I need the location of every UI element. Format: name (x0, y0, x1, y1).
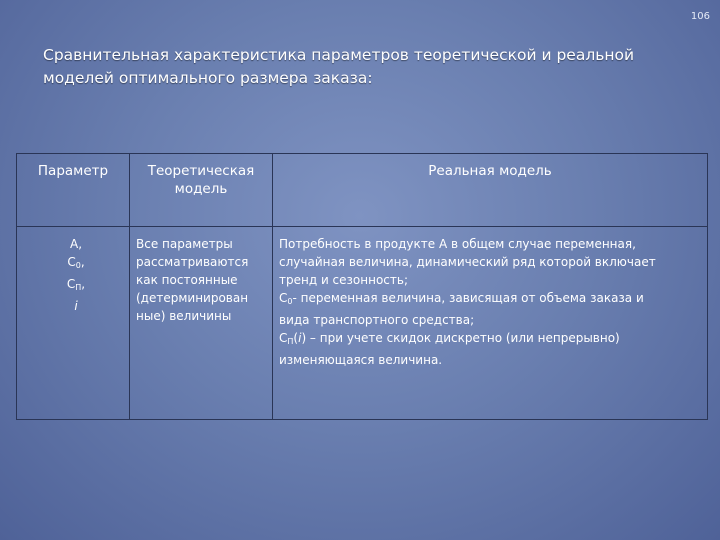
title-line-2: моделей оптимального размера заказа: (43, 69, 373, 87)
real-line-2: случайная величина, динамический ряд которой включает (279, 255, 656, 269)
theoretical-line-4: (детерминирован (136, 291, 249, 305)
header-theoretical-line-1: Теоретическая (147, 163, 255, 179)
page-number: 106 (690, 11, 710, 22)
real-cp-sub: П (287, 337, 294, 346)
param-i: i (74, 299, 78, 313)
param-c0 (23, 253, 129, 275)
cell-real (273, 227, 708, 420)
real-cp-rest: ) – при учете скидок дискретно (или непрерывно) (301, 331, 620, 345)
comparison-table (16, 153, 708, 420)
param-a: A, (69, 237, 83, 251)
param-c0-sub: 0 (75, 261, 81, 270)
real-line-5: вида транспортного средства; (279, 313, 475, 327)
real-cp-paren: ( (293, 331, 299, 345)
param-cp-base: C (66, 277, 76, 291)
table-row (17, 227, 708, 420)
header-theoretical-model (130, 154, 273, 227)
cell-parameters (17, 227, 130, 420)
real-line-7: изменяющаяся величина. (279, 353, 443, 367)
cell-theoretical (130, 227, 273, 420)
param-cp-suffix: , (81, 277, 86, 291)
slide-title (43, 44, 693, 90)
theoretical-line-3: как постоянные (136, 273, 238, 287)
param-c0-base: C (67, 255, 76, 269)
param-cp (23, 275, 129, 297)
real-line-4 (279, 289, 707, 311)
real-line-3: тренд и сезонность; (279, 273, 408, 287)
param-c0-suffix: , (80, 255, 85, 269)
real-c0-rest: - переменная величина, зависящая от объема заказа и (292, 291, 644, 305)
theoretical-line-1: Все параметры (136, 237, 233, 251)
real-cp-base: C (279, 331, 288, 345)
theoretical-line-2: рассматриваются (136, 255, 249, 269)
theoretical-line-5: ные) величины (136, 309, 232, 323)
title-line-1: Сравнительная характеристика параметров теоретической и реальной (43, 46, 635, 64)
real-cp-i: i (298, 331, 302, 345)
param-cp-sub: П (75, 283, 82, 292)
header-parameter: Параметр (17, 154, 130, 227)
header-real-model: Реальная модель (273, 154, 708, 227)
table-header-row (17, 154, 708, 227)
real-line-6 (279, 329, 707, 351)
real-c0-base: C (279, 291, 288, 305)
real-line-1: Потребность в продукте A в общем случае переменная, (279, 237, 636, 251)
header-theoretical-line-2: модель (174, 181, 228, 197)
real-c0-sub: 0 (287, 297, 293, 306)
